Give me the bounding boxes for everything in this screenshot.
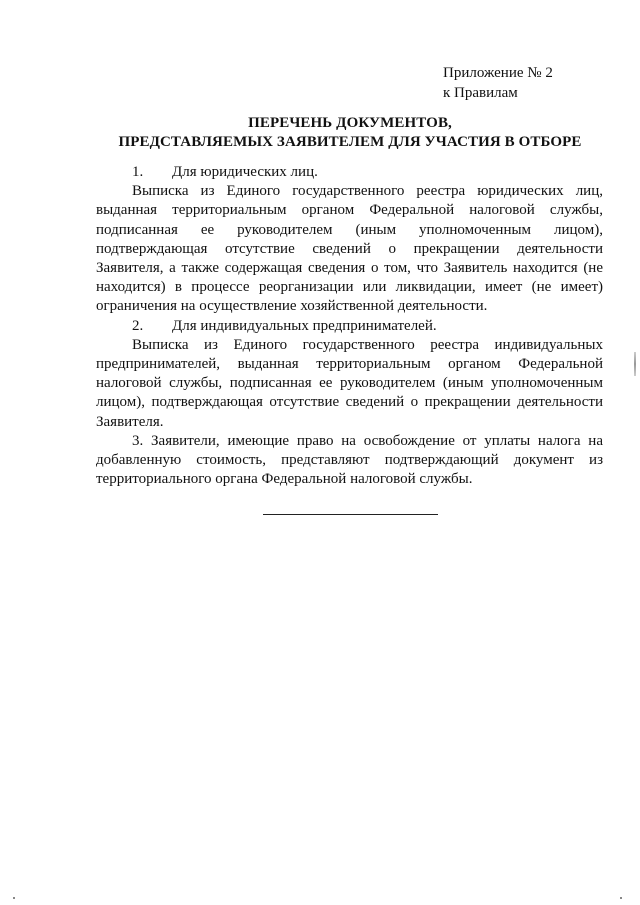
document-body	[96, 163, 603, 489]
end-divider-line	[263, 514, 438, 515]
scan-artifact-dot	[620, 897, 622, 899]
section-1-paragraph: Выписка из Единого государственного реестра юридических лиц, выданная территориальным органом Федеральной налоговой службы, подписанная ее руководителем (иным уполномоченным лицом), подтверждающая отсутствие сведений о прекращении деятельности Заявителя, а также содержащая сведения о том, что Заявитель находится (не находится) в процессе реорганизации или ликвидации, имеет (не имеет) ограничения на осуществление хозяйственной деятельности.	[96, 183, 603, 315]
title-line-1: ПЕРЕЧЕНЬ ДОКУМЕНТОВ,	[248, 115, 452, 131]
document-title	[96, 114, 604, 152]
appendix-number: Приложение № 2	[443, 65, 553, 81]
appendix-reference: к Правилам	[443, 85, 518, 101]
section-2-heading-text: Для индивидуальных предпринимателей.	[172, 317, 437, 334]
section-2-heading	[96, 317, 603, 336]
section-3-paragraph: 3. Заявители, имеющие право на освобождение от уплаты налога на добавленную стоимость, представляют подтверждающий документ из территориального органа Федеральной налоговой службы.	[96, 432, 603, 488]
section-1-heading-text: Для юридических лиц.	[172, 164, 318, 180]
appendix-label	[443, 63, 553, 103]
section-2-number: 2.	[132, 317, 144, 334]
title-line-2: ПРЕДСТАВЛЯЕМЫХ ЗАЯВИТЕЛЕМ ДЛЯ УЧАСТИЯ В ОТБОРЕ	[118, 134, 582, 150]
scan-artifact-dot	[13, 897, 15, 899]
section-2-paragraph: Выписка из Единого государственного реестра индивидуальных предпринимателей, выданная территориальным органом Федеральной налоговой службы, подписанная ее руководителем (иным уполномоченным лицом), подтверждающая отсутствие сведений о прекращении деятельности Заявителя.	[96, 336, 603, 430]
section-1-number: 1.	[132, 164, 144, 180]
scan-artifact-mark	[634, 352, 636, 376]
section-1-heading	[96, 163, 603, 182]
